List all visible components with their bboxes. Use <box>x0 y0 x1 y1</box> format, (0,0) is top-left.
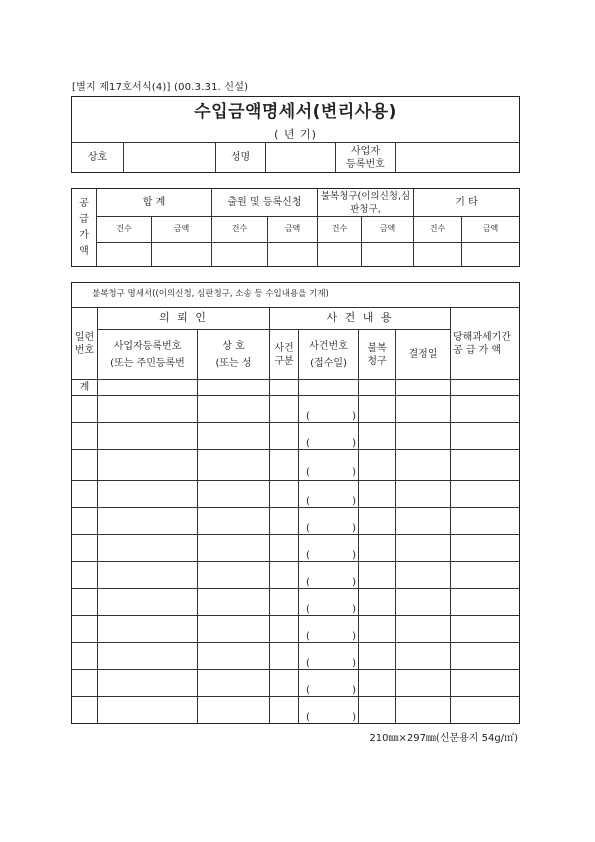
reg-no-label: 사업자 등록번호 <box>336 143 396 173</box>
serial-label: 일련 번호 <box>72 308 98 380</box>
trade-cell[interactable] <box>198 450 270 481</box>
serial-cell[interactable] <box>72 670 98 697</box>
serial-cell[interactable] <box>72 508 98 535</box>
serial-cell[interactable] <box>72 589 98 616</box>
paren-open: ( <box>306 712 310 724</box>
decision-cell[interactable] <box>396 535 451 562</box>
supply-table <box>71 188 520 267</box>
trade-cell[interactable] <box>198 535 270 562</box>
table-row <box>72 562 520 589</box>
case-type-cell[interactable] <box>270 481 299 508</box>
table-row <box>72 450 520 481</box>
decision-cell[interactable] <box>396 589 451 616</box>
table-row <box>72 697 520 724</box>
table-row <box>72 589 520 616</box>
paren-close: ) <box>352 631 356 643</box>
decision-label: 결정일 <box>396 330 451 380</box>
case-no-cell[interactable] <box>299 481 359 508</box>
supply-cell[interactable] <box>451 562 520 589</box>
decision-cell[interactable] <box>396 396 451 423</box>
trade-cell[interactable] <box>198 562 270 589</box>
total-bizno-field[interactable] <box>98 380 198 396</box>
table-row <box>72 643 520 670</box>
table-row <box>72 670 520 697</box>
supply-cell[interactable] <box>451 670 520 697</box>
paren-close: ) <box>352 523 356 535</box>
case-type-cell[interactable] <box>270 508 299 535</box>
appeal-label: 불복 청구 <box>359 330 396 380</box>
appeal-cell[interactable] <box>359 535 396 562</box>
name-field[interactable] <box>266 143 336 173</box>
case-no-cell[interactable] <box>299 450 359 481</box>
group-appeal: 불복청구(이의신청,심판청구, <box>318 189 414 217</box>
case-no-cell[interactable] <box>299 643 359 670</box>
bizno-sub: (또는 주민등록번 <box>110 357 185 369</box>
bizno-cell[interactable] <box>98 396 198 423</box>
case-no-sub: (접수일) <box>310 357 347 369</box>
total-amount-field[interactable] <box>152 243 212 267</box>
bizno-main: 사업자등록번호 <box>113 340 182 352</box>
bizno-cell[interactable] <box>98 535 198 562</box>
serial-cell[interactable] <box>72 616 98 643</box>
paren-close: ) <box>352 496 356 508</box>
supply-cell[interactable] <box>451 589 520 616</box>
bizno-cell[interactable] <box>98 616 198 643</box>
supply-cell[interactable] <box>451 697 520 724</box>
paren-close: ) <box>352 550 356 562</box>
paren-open: ( <box>306 496 310 508</box>
bizno-cell[interactable] <box>98 562 198 589</box>
paren-close: ) <box>352 411 356 423</box>
paren-close: ) <box>352 712 356 724</box>
paren-close: ) <box>352 438 356 450</box>
detail-rows <box>72 396 520 724</box>
case-type-cell[interactable] <box>270 423 299 450</box>
table-row <box>72 481 520 508</box>
trade-sub: (또는 성 <box>215 357 252 369</box>
appeal-cell[interactable] <box>359 508 396 535</box>
case-type-cell[interactable] <box>270 589 299 616</box>
appeal-count-field[interactable] <box>318 243 362 267</box>
decision-cell[interactable] <box>396 670 451 697</box>
supply-cell[interactable] <box>451 508 520 535</box>
table-row <box>72 396 520 423</box>
reg-no-field[interactable] <box>396 143 520 173</box>
appeal-cell[interactable] <box>359 616 396 643</box>
decision-cell[interactable] <box>396 562 451 589</box>
amount-label: 금액 <box>462 217 520 243</box>
name-label: 성명 <box>216 143 266 173</box>
group-other: 기 타 <box>414 189 520 217</box>
appeal-amount-field[interactable] <box>362 243 414 267</box>
serial-cell[interactable] <box>72 535 98 562</box>
detail-table <box>71 282 520 724</box>
paren-close: ) <box>352 467 356 479</box>
appeal-cell[interactable] <box>359 450 396 481</box>
supply-cell[interactable] <box>451 423 520 450</box>
client-group: 의 뢰 인 <box>98 308 270 330</box>
count-label: 건수 <box>414 217 462 243</box>
appeal-cell[interactable] <box>359 643 396 670</box>
total-row-label: 계 <box>72 380 98 396</box>
other-amount-field[interactable] <box>462 243 520 267</box>
trade-cell[interactable] <box>198 481 270 508</box>
bizno-cell[interactable] <box>98 508 198 535</box>
bizno-cell[interactable] <box>98 481 198 508</box>
decision-cell[interactable] <box>396 481 451 508</box>
supply-amount-label: 당해과세기간 공 급 가 액 <box>451 308 520 380</box>
case-no-main: 사건번호 <box>309 340 348 352</box>
supply-cell[interactable] <box>451 450 520 481</box>
decision-cell[interactable] <box>396 643 451 670</box>
trade-cell[interactable] <box>198 643 270 670</box>
total-count-field[interactable] <box>97 243 152 267</box>
decision-cell[interactable] <box>396 697 451 724</box>
paren-open: ( <box>306 631 310 643</box>
supply-cell[interactable] <box>451 535 520 562</box>
trade-name-field[interactable] <box>124 143 216 173</box>
trade-main: 상 호 <box>222 340 245 352</box>
serial-cell[interactable] <box>72 481 98 508</box>
form-title: 수입금액명세서(변리사용) <box>72 97 520 128</box>
paren-open: ( <box>306 438 310 450</box>
supply-cell[interactable] <box>451 616 520 643</box>
total-case-type-field[interactable] <box>270 380 299 396</box>
appeal-cell[interactable] <box>359 562 396 589</box>
trade-cell[interactable] <box>198 697 270 724</box>
supply-label: 공급가액 <box>72 189 97 267</box>
trade-cell[interactable] <box>198 589 270 616</box>
paren-open: ( <box>306 550 310 562</box>
serial-cell[interactable] <box>72 697 98 724</box>
appeal-cell[interactable] <box>359 396 396 423</box>
trade-cell[interactable] <box>198 423 270 450</box>
case-type-cell[interactable] <box>270 643 299 670</box>
case-no-cell[interactable] <box>299 535 359 562</box>
serial-cell[interactable] <box>72 562 98 589</box>
bizno-cell[interactable] <box>98 697 198 724</box>
header-table <box>71 96 520 173</box>
trade-cell[interactable] <box>198 616 270 643</box>
paren-open: ( <box>306 523 310 535</box>
appeal-cell[interactable] <box>359 697 396 724</box>
count-label: 건수 <box>212 217 268 243</box>
period-label: ( 년 기) <box>72 128 520 143</box>
case-type-cell[interactable] <box>270 616 299 643</box>
amount-label: 금액 <box>362 217 414 243</box>
bizno-label <box>98 330 198 380</box>
case-no-label <box>299 330 359 380</box>
case-no-cell[interactable] <box>299 396 359 423</box>
application-amount-field[interactable] <box>268 243 318 267</box>
supply-cell[interactable] <box>451 643 520 670</box>
paren-open: ( <box>306 577 310 589</box>
case-type-cell[interactable] <box>270 562 299 589</box>
case-no-cell[interactable] <box>299 589 359 616</box>
bizno-cell[interactable] <box>98 589 198 616</box>
case-type-cell[interactable] <box>270 670 299 697</box>
serial-cell[interactable] <box>72 450 98 481</box>
case-no-cell[interactable] <box>299 508 359 535</box>
bizno-cell[interactable] <box>98 423 198 450</box>
case-type-cell[interactable] <box>270 697 299 724</box>
trade-label <box>198 330 270 380</box>
case-no-cell[interactable] <box>299 423 359 450</box>
other-count-field[interactable] <box>414 243 462 267</box>
trade-cell[interactable] <box>198 508 270 535</box>
decision-cell[interactable] <box>396 450 451 481</box>
case-no-cell[interactable] <box>299 670 359 697</box>
table-row <box>72 535 520 562</box>
paren-close: ) <box>352 658 356 670</box>
table-row <box>72 423 520 450</box>
table-row <box>72 616 520 643</box>
case-type-cell[interactable] <box>270 396 299 423</box>
case-type-cell[interactable] <box>270 535 299 562</box>
serial-cell[interactable] <box>72 423 98 450</box>
supply-cell[interactable] <box>451 481 520 508</box>
paren-open: ( <box>306 467 310 479</box>
trade-cell[interactable] <box>198 670 270 697</box>
case-no-cell[interactable] <box>299 562 359 589</box>
total-supply-field[interactable] <box>451 380 520 396</box>
paren-close: ) <box>352 577 356 589</box>
appeal-cell[interactable] <box>359 589 396 616</box>
total-decision-field[interactable] <box>396 380 451 396</box>
form-reference: [별지 제17호서식(4)] (00.3.31. 신설) <box>72 82 249 93</box>
appeal-cell[interactable] <box>359 670 396 697</box>
case-no-cell[interactable] <box>299 616 359 643</box>
paren-close: ) <box>352 604 356 616</box>
group-total: 합 계 <box>97 189 212 217</box>
application-count-field[interactable] <box>212 243 268 267</box>
bizno-cell[interactable] <box>98 670 198 697</box>
paren-open: ( <box>306 658 310 670</box>
serial-cell[interactable] <box>72 396 98 423</box>
bizno-cell[interactable] <box>98 450 198 481</box>
serial-cell[interactable] <box>72 643 98 670</box>
decision-cell[interactable] <box>396 508 451 535</box>
trade-cell[interactable] <box>198 396 270 423</box>
count-label: 건수 <box>97 217 152 243</box>
decision-cell[interactable] <box>396 423 451 450</box>
case-type-label: 사건 구분 <box>270 330 299 380</box>
detail-note: 불복청구 명세서((이의신청, 심판청구, 소송 등 수입내용을 기재) <box>72 283 520 308</box>
case-group: 사 건 내 용 <box>270 308 451 330</box>
appeal-cell[interactable] <box>359 481 396 508</box>
case-no-cell[interactable] <box>299 697 359 724</box>
count-label: 건수 <box>318 217 362 243</box>
table-row <box>72 508 520 535</box>
decision-cell[interactable] <box>396 616 451 643</box>
bizno-cell[interactable] <box>98 643 198 670</box>
amount-label: 금액 <box>152 217 212 243</box>
paper-size-note: 210㎜×297㎜(신문용지 54g/㎡) <box>369 733 518 744</box>
paren-open: ( <box>306 685 310 697</box>
case-type-cell[interactable] <box>270 450 299 481</box>
total-trade-field[interactable] <box>198 380 270 396</box>
supply-cell[interactable] <box>451 396 520 423</box>
paren-close: ) <box>352 685 356 697</box>
appeal-cell[interactable] <box>359 423 396 450</box>
paren-open: ( <box>306 604 310 616</box>
total-case-no-field[interactable] <box>299 380 359 396</box>
paren-open: ( <box>306 411 310 423</box>
total-appeal-field[interactable] <box>359 380 396 396</box>
group-application: 출원 및 등록신청 <box>212 189 318 217</box>
trade-name-label: 상호 <box>72 143 124 173</box>
amount-label: 금액 <box>268 217 318 243</box>
